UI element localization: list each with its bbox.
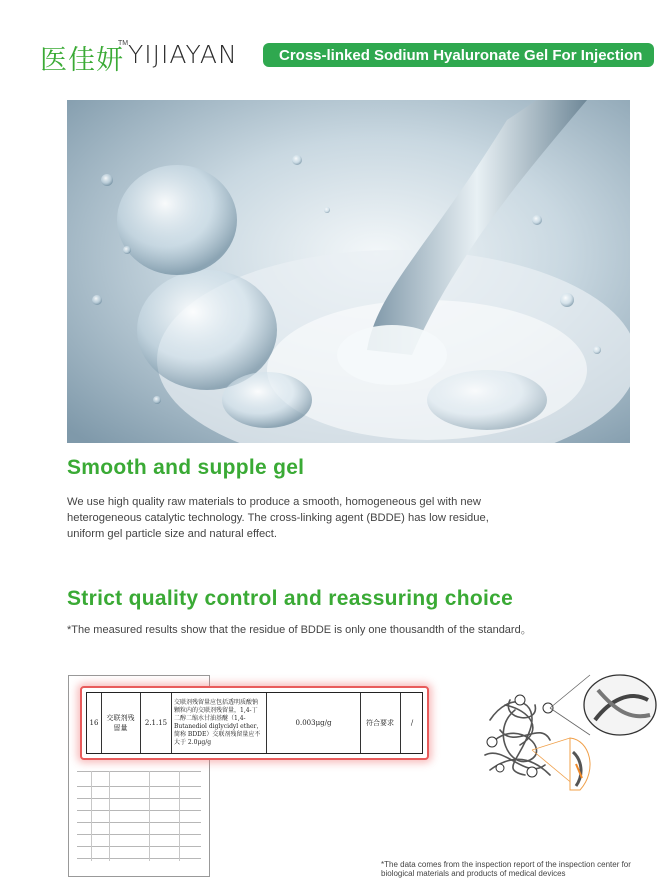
row-conclusion: 符合要求 <box>360 693 401 753</box>
report-rule <box>77 771 201 772</box>
row-item: 交联剂残留量 <box>101 693 141 753</box>
section-body-gel: We use high quality raw materials to produce a smooth, homogeneous gel with new heterogeneous catalytic technology. The cross-linking agent (BDDE) has low residue, uniform gel particle size and natural effect. <box>67 496 489 540</box>
crosslink-molecule-illustration <box>470 660 660 800</box>
molecule-network-icon <box>470 660 660 800</box>
report-column-rule <box>109 771 110 861</box>
report-column-rule <box>149 771 150 861</box>
brand-logo-english: YIJIAYAN <box>128 40 238 69</box>
report-row <box>86 692 423 754</box>
bdde-residue-note: *The measured results show that the residue of BDDE is only one thousandth of the standard。 <box>67 624 532 636</box>
report-column-rule <box>179 771 180 861</box>
product-title-banner <box>263 43 654 67</box>
gel-splash-photo-icon <box>67 100 630 443</box>
section-heading-quality: Strict quality control and reassuring choice <box>67 587 514 610</box>
report-rule <box>77 798 201 799</box>
product-title: Cross-linked Sodium Hyaluronate Gel For Injection <box>279 46 643 64</box>
row-result: 0.003μg/g <box>267 693 361 753</box>
report-rule <box>77 858 201 859</box>
section-heading-gel: Smooth and supple gel <box>67 456 305 479</box>
report-rule <box>77 810 201 811</box>
row-remark: / <box>410 719 414 727</box>
report-rule <box>77 846 201 847</box>
report-rule <box>77 786 201 787</box>
data-source-note: *The data comes from the inspection report of the inspection center for biological materials and products of medical devices <box>381 860 631 878</box>
row-requirement: 交联剂残留量应包括透明质酸钠颗粒内的交联剂残留量，1,4-丁二醇二缩水甘油基醚（1,4-Butanediol diglycidyl ether，简称 BDDE）交联剂残留量应不大于 2.0μg/g <box>171 693 267 753</box>
report-column-rule <box>91 771 92 861</box>
trademark-mark: TM <box>118 40 129 47</box>
row-clause: 2.1.15 <box>141 693 172 753</box>
brand-logo-chinese: 医佳妍 <box>40 45 124 76</box>
row-index: 16 <box>87 693 102 753</box>
report-rule <box>77 834 201 835</box>
report-rule <box>77 822 201 823</box>
bdde-result-highlight <box>80 686 429 760</box>
gel-hero-image <box>67 100 630 443</box>
